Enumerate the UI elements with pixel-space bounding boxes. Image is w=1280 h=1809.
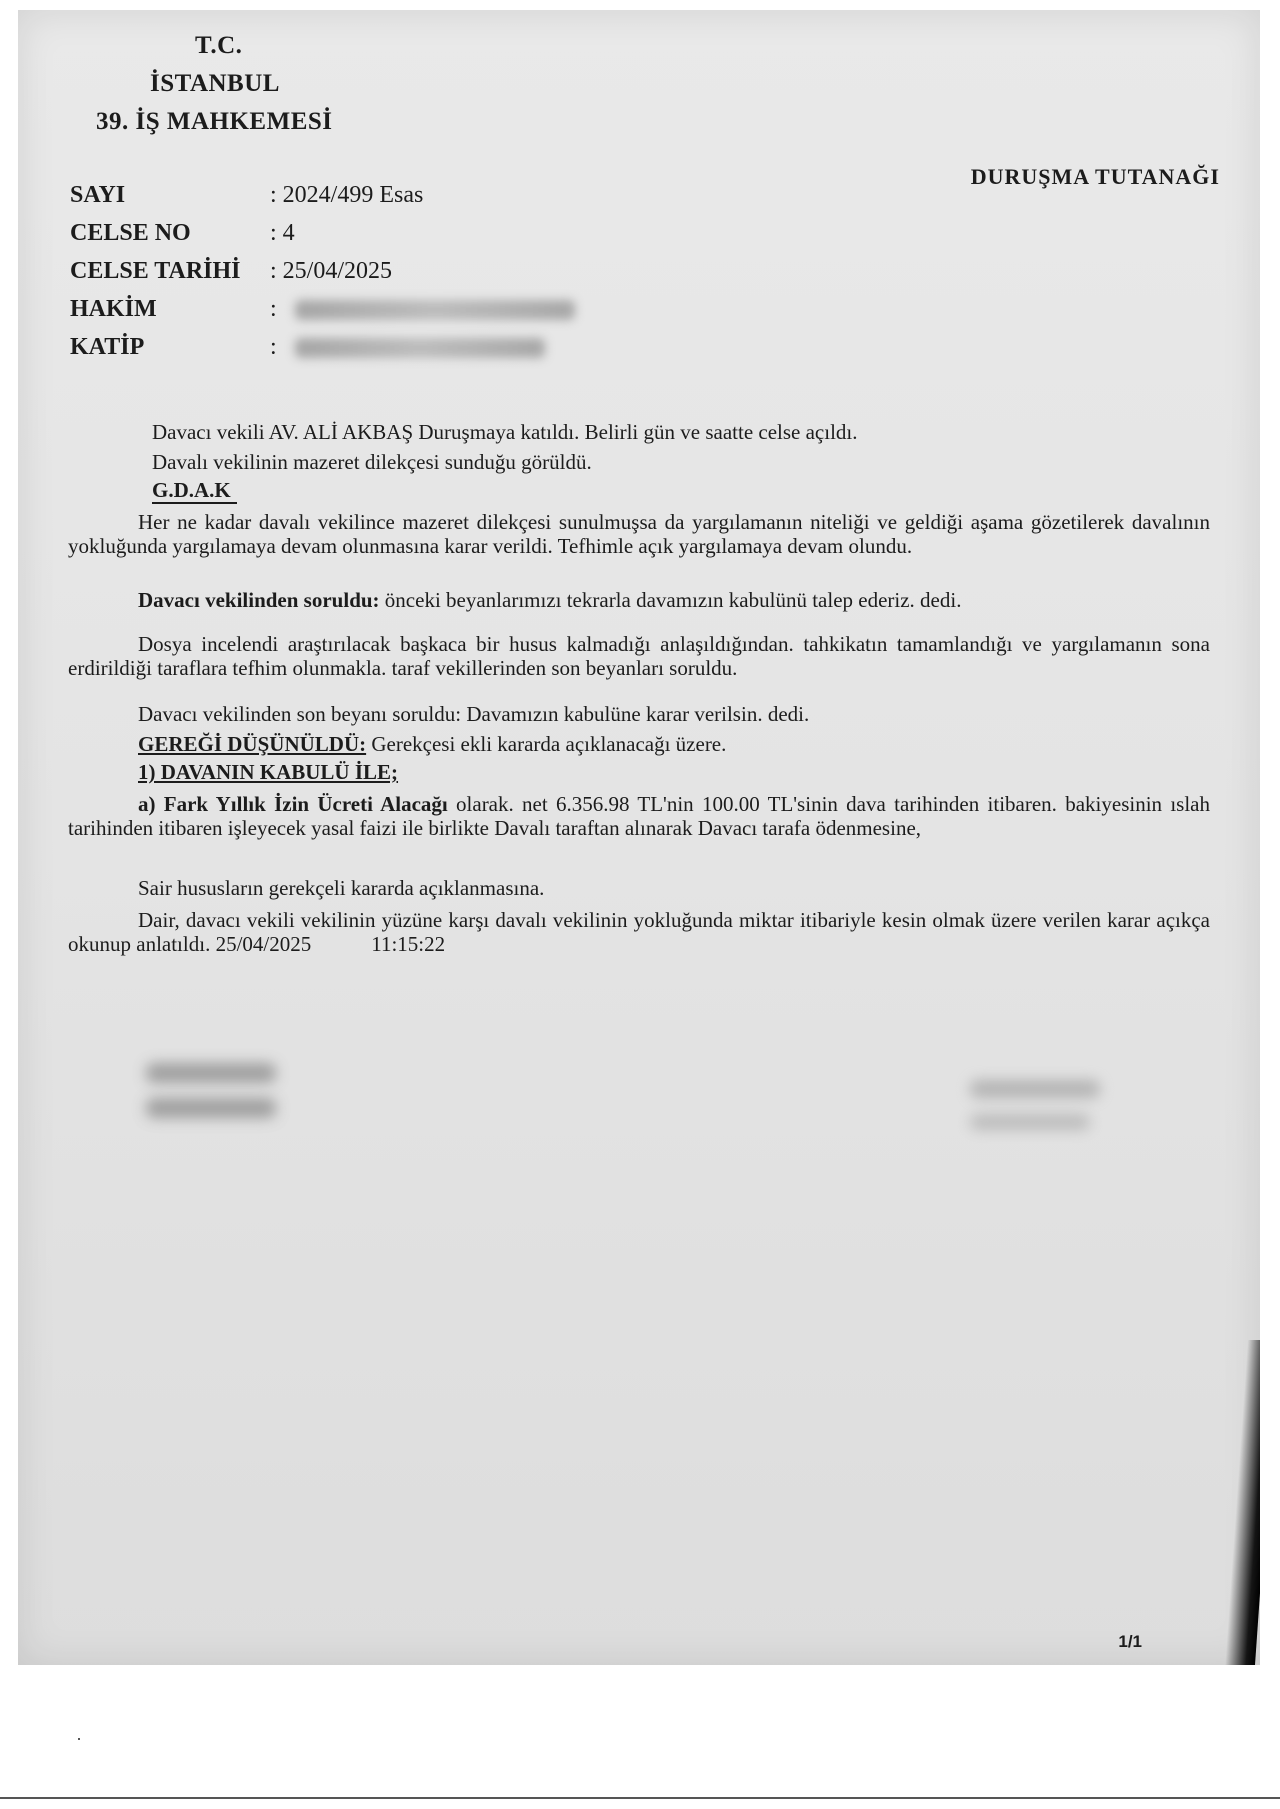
bold-phrase: a) Fark Yıllık İzin Ücreti Alacağı: [138, 792, 448, 816]
field-celse-no: [70, 220, 295, 247]
clerk-signature-blurred: [146, 1063, 276, 1083]
document-title: DURUŞMA TUTANAĞI: [970, 164, 1220, 189]
field-value: : 2024/499 Esas: [270, 182, 424, 208]
field-value: :: [270, 334, 277, 360]
field-value: : 25/04/2025: [270, 258, 393, 284]
clerk-esign-blurred: [146, 1098, 276, 1118]
paragraph-decision: Her ne kadar davalı vekilince mazeret dilekçesi sunulmuşsa da yargılamanın niteliği ve geldiği aşama gözetilerek davalının yokluğunda yargılamaya devam olunmasına karar verildi. Tefhimle açık yargılamaya devam olundu.: [68, 510, 1210, 558]
scan-speck: [78, 1738, 80, 1740]
field-hakim: [70, 296, 575, 323]
field-celse-tarihi: [70, 258, 392, 285]
city-heading: İSTANBUL: [150, 70, 280, 97]
scan-edge-shadow: [1224, 1340, 1260, 1665]
redacted-name: [295, 300, 575, 320]
bold-phrase: GEREĞİ DÜŞÜNÜLDÜ:: [138, 732, 367, 756]
bold-phrase: Davacı vekilinden soruldu:: [138, 588, 380, 612]
field-katip: [70, 334, 545, 361]
page-number: 1/1: [1118, 1632, 1142, 1651]
paragraph-verdict-intro: [68, 732, 1210, 756]
closing-text: Dair, davacı vekili vekilinin yüzüne karşı davalı vekilinin yokluğunda miktar itibariyle kesin olmak üzere verilen karar açıkça okunup anlatıldı. 25/04/2025: [68, 908, 1210, 956]
plain-phrase: olarak. net 6.356.98 TL'nin 100.00 TL'sinin dava tarihinden itibaren. bakiyesinin ıslah tarihinden itibaren işleyecek yasal faizi ile birlikte Davalı taraftan alınarak Davacı tarafa ödenmesine,: [68, 792, 1210, 840]
paragraph-final-statement: Davacı vekilinden son beyanı soruldu: Davamızın kabulüne karar verilsin. dedi.: [138, 702, 810, 726]
country-heading: T.C.: [195, 32, 243, 59]
closing-time: 11:15:22: [371, 932, 446, 956]
field-label: SAYI: [70, 182, 126, 208]
document-page: [18, 10, 1260, 1665]
field-sayi: [70, 182, 423, 209]
paragraph-attendance: Davacı vekili AV. ALİ AKBAŞ Duruşmaya katıldı. Belirli gün ve saatte celse açıldı.: [152, 420, 858, 444]
field-label: CELSE NO: [70, 220, 191, 246]
plain-phrase: önceki beyanlarımızı tekrarla davamızın kabulünü talep ederiz. dedi.: [379, 588, 962, 612]
court-heading: 39. İŞ MAHKEMESİ: [96, 108, 333, 135]
paragraph-other-matters: Sair hususların gerekçeli kararda açıklanmasına.: [138, 876, 545, 900]
paragraph-file-review: Dosya incelendi araştırılacak başkaca bir husus kalmadığı anlaşıldığından. tahkikatın tamamlandığı ve yargılamanın sona erdirildiği taraflara tefhim olunmakla. taraf vekillerinden son beyanları soruldu.: [68, 632, 1210, 680]
judge-signature-blurred: [970, 1080, 1100, 1098]
paragraph-closing: [68, 908, 1210, 956]
verdict-heading: [68, 760, 1210, 784]
paragraph-award: [68, 792, 1210, 840]
judge-esign-blurred: [970, 1114, 1090, 1130]
scan-bottom-line: [0, 1797, 1280, 1799]
gdak-heading: G.D.A.K: [152, 478, 237, 504]
paragraph-excuse: Davalı vekilinin mazeret dilekçesi sunduğu görüldü.: [152, 450, 592, 474]
field-label: KATİP: [70, 334, 145, 360]
field-label: HAKİM: [70, 296, 157, 322]
field-label: CELSE TARİHİ: [70, 258, 241, 284]
field-value: : 4: [270, 220, 295, 246]
plain-phrase: Gerekçesi ekli kararda açıklanacağı üzere.: [366, 732, 727, 756]
field-value: :: [270, 296, 277, 322]
redacted-name: [295, 338, 545, 358]
verdict-heading-text: 1) DAVANIN KABULÜ İLE;: [138, 760, 399, 784]
paragraph-plaintiff-asked: [68, 588, 1210, 612]
